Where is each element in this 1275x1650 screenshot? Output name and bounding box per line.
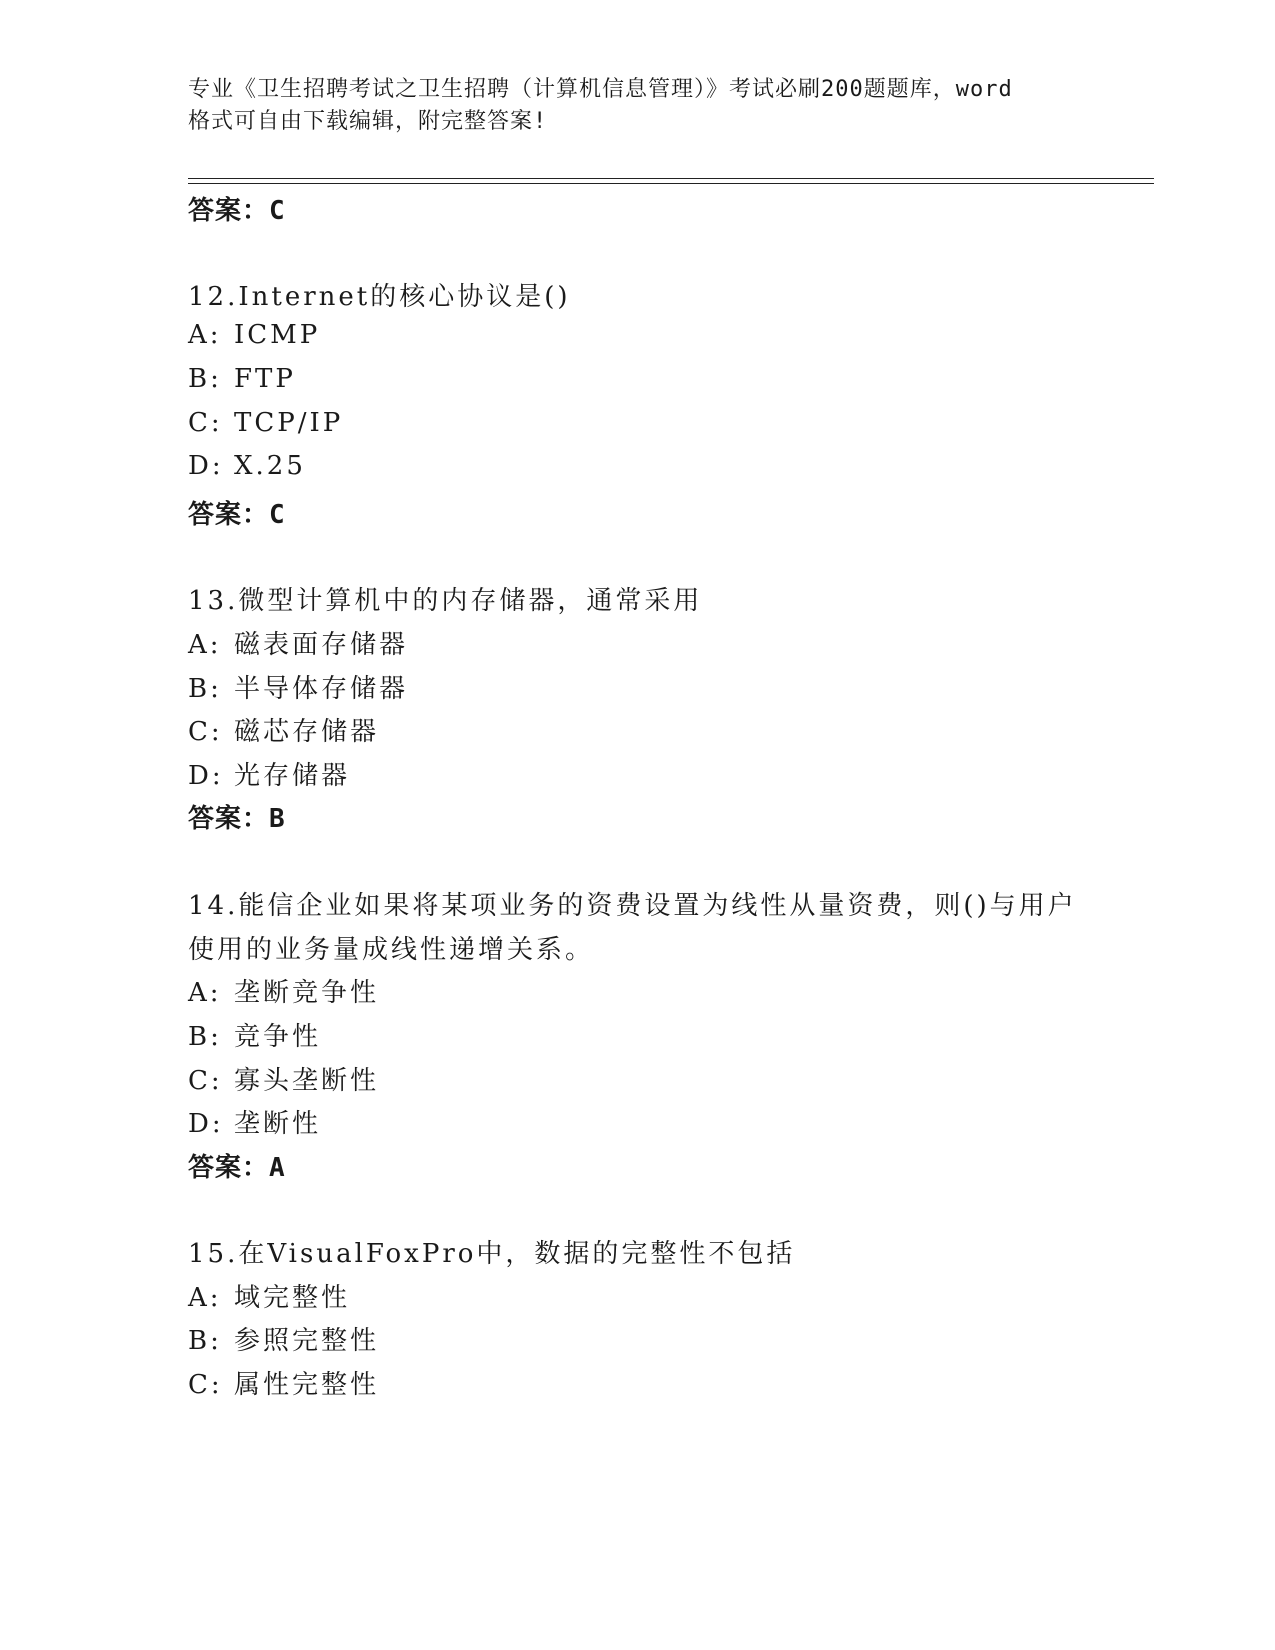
- option-text: FTP: [234, 364, 296, 394]
- option-13-a: [188, 624, 408, 661]
- option-text: 属性完整性: [234, 1370, 380, 1400]
- option-text: 磁芯存储器: [234, 717, 380, 747]
- option-text: 参照完整性: [234, 1326, 380, 1356]
- option-text: X.25: [234, 451, 306, 481]
- option-14-d: [188, 1103, 321, 1140]
- option-text: 寡头垄断性: [234, 1066, 380, 1096]
- header-line-1: 专业《卫生招聘考试之卫生招聘（计算机信息管理）》考试必刷200题题库，word: [188, 77, 1013, 102]
- option-text: 域完整性: [234, 1283, 351, 1313]
- option-key: A:: [188, 630, 222, 660]
- answer-label-12: 答案：C: [188, 500, 286, 530]
- option-key: B:: [188, 1022, 222, 1052]
- document-header: [188, 74, 1088, 138]
- option-14-c: [188, 1060, 379, 1097]
- option-12-d: [188, 451, 306, 481]
- option-14-b: [188, 1016, 321, 1053]
- option-13-b: [188, 668, 408, 705]
- question-title-14-line-2: 使用的业务量成线性递增关系。: [188, 935, 595, 965]
- header-divider-bottom: [188, 183, 1154, 184]
- option-12-a: [188, 320, 320, 350]
- option-12-b: [188, 364, 296, 394]
- option-text: ICMP: [234, 320, 321, 350]
- option-15-a: [188, 1277, 350, 1314]
- option-key: C:: [188, 1066, 223, 1096]
- option-key: D:: [188, 1109, 224, 1139]
- option-key: A:: [188, 320, 222, 350]
- option-key: B:: [188, 674, 222, 704]
- option-text: 磁表面存储器: [234, 630, 409, 660]
- option-key: B:: [188, 1326, 222, 1356]
- option-text: 竞争性: [234, 1022, 322, 1052]
- option-key: B:: [188, 364, 222, 394]
- option-12-c: [188, 408, 343, 438]
- option-14-a: [188, 972, 379, 1009]
- option-text: 垄断性: [234, 1109, 322, 1139]
- option-key: D:: [188, 761, 224, 791]
- option-key: A:: [188, 978, 222, 1008]
- question-title-12: 12.Internet的核心协议是(): [188, 282, 571, 312]
- option-text: 光存储器: [234, 761, 351, 791]
- question-title-13: 13.微型计算机中的内存储器，通常采用: [188, 586, 703, 616]
- answer-label-14: 答案：A: [188, 1153, 286, 1183]
- answer-label-13: 答案：B: [188, 804, 286, 834]
- option-text: 垄断竞争性: [234, 978, 380, 1008]
- option-key: C:: [188, 408, 223, 438]
- option-key: C:: [188, 1370, 223, 1400]
- option-13-c: [188, 711, 379, 748]
- option-key: C:: [188, 717, 223, 747]
- header-line-2: 格式可自由下载编辑，附完整答案!: [188, 109, 548, 134]
- option-15-b: [188, 1320, 379, 1357]
- option-key: D:: [188, 451, 224, 481]
- option-13-d: [188, 755, 350, 792]
- option-text: TCP/IP: [234, 408, 344, 438]
- answer-label: 答案：C: [188, 196, 286, 226]
- option-text: 半导体存储器: [234, 674, 409, 704]
- question-title-15: 15.在VisualFoxPro中，数据的完整性不包括: [188, 1239, 796, 1269]
- question-title-14-line-1: 14.能信企业如果将某项业务的资费设置为线性从量资费，则()与用户: [188, 891, 1077, 921]
- option-key: A:: [188, 1283, 222, 1313]
- option-15-c: [188, 1364, 379, 1401]
- header-divider-top: [188, 178, 1154, 179]
